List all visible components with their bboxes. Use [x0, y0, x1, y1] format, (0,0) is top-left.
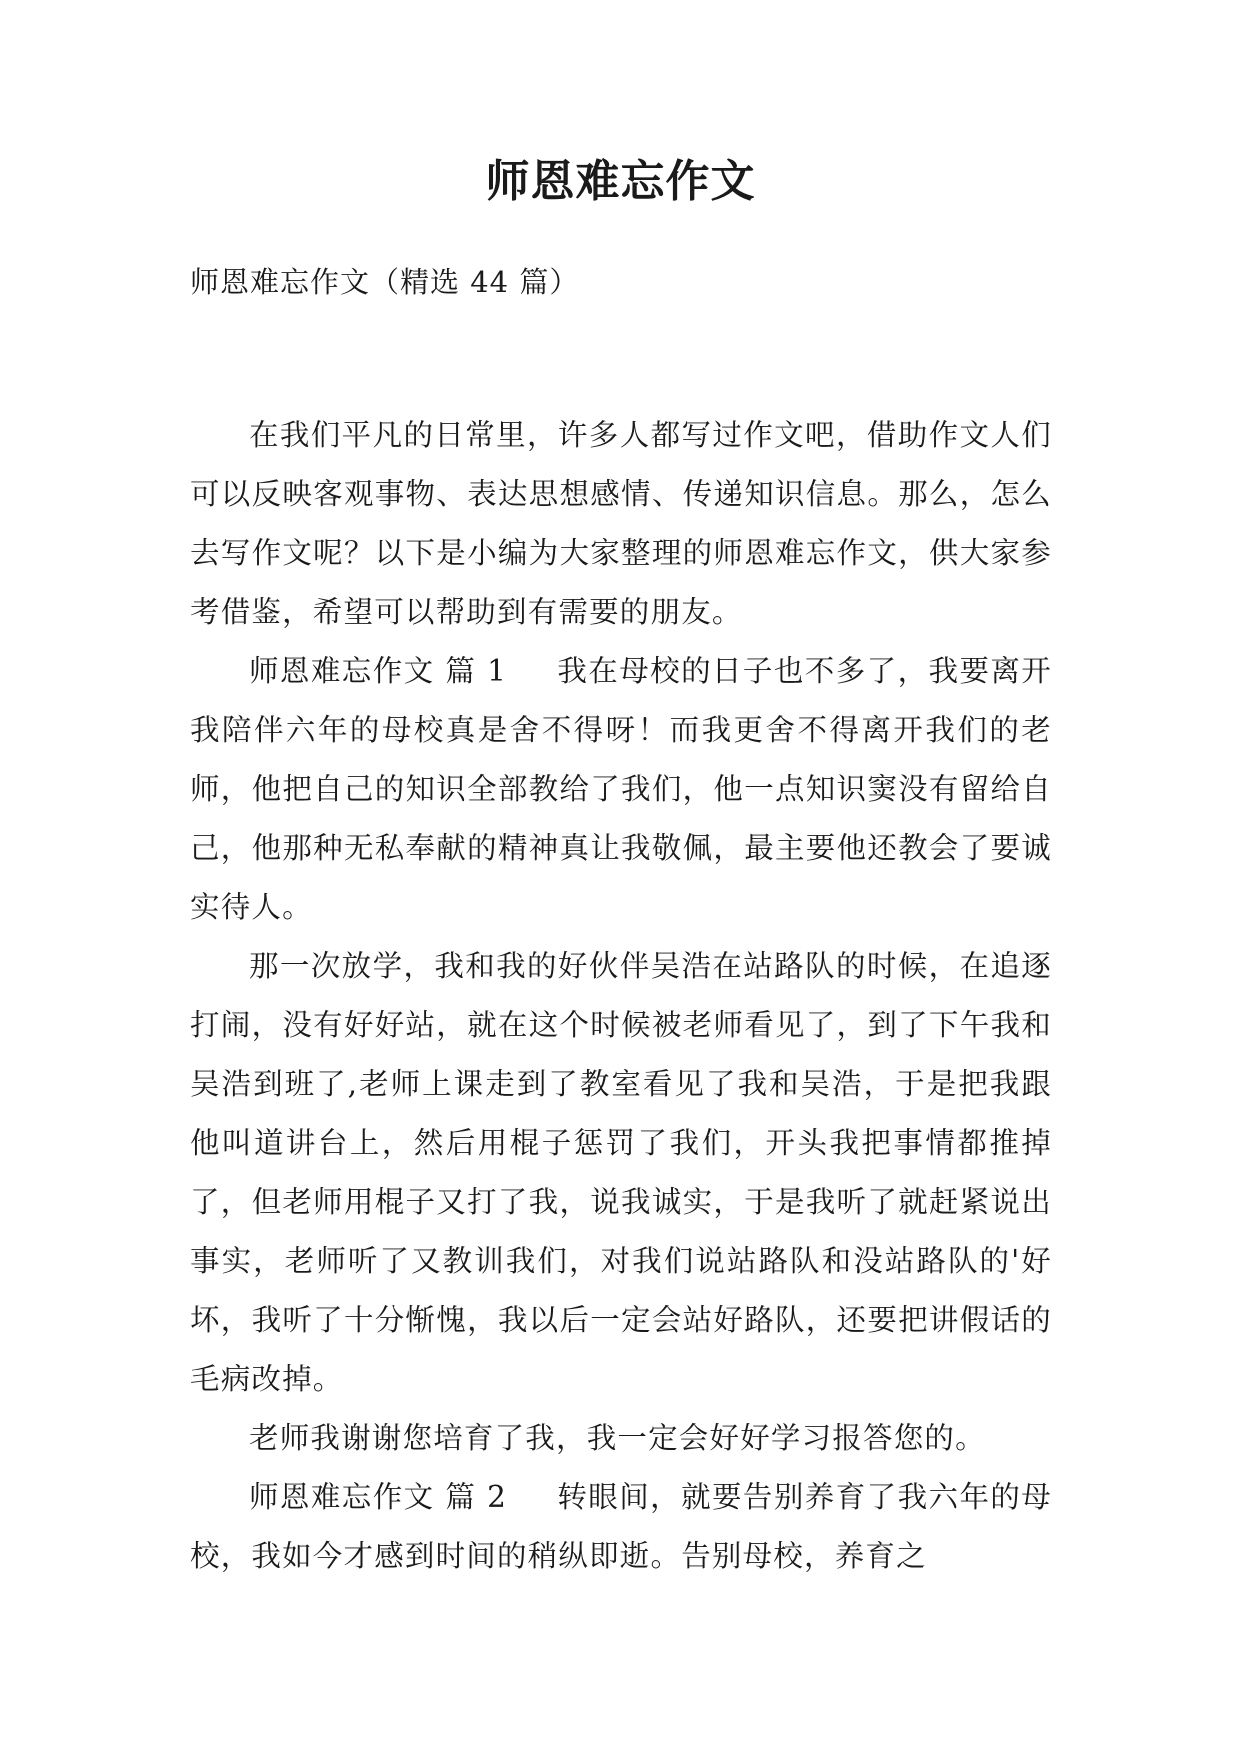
paragraph-text: 那一次放学，我和我的好伙伴吴浩在站路队的时候，在追逐打闹，没有好好站，就在这个时候被老师看见了，到了下午我和吴浩到班了,老师上课走到了教室看见了我和吴浩，于是把我跟他叫道讲台上，然后用棍子惩罚了我们，开头我把事情都推掉了，但老师用棍子又打了我，说我诚实，于是我听了就赶紧说出事实，老师听了又教训我们，对我们说站路队和没站路队的'好坏，我听了十分惭愧，我以后一定会站好路队，还要把讲假话的毛病改掉。	[190, 949, 1052, 1396]
essay-heading-1: 师恩难忘作文 篇 1	[249, 654, 508, 688]
essay-heading-2: 师恩难忘作文 篇 2	[249, 1480, 508, 1514]
paragraph-text: 转眼间，就要告别养育了我六年的母校，我如今才感到时间的稍纵即逝。告别母校，养育之	[190, 1480, 1052, 1573]
document-body	[190, 406, 1052, 1586]
paragraph-essay-1-story	[190, 937, 1052, 1409]
paragraph-text: 我在母校的日子也不多了，我要离开我陪伴六年的母校真是舍不得呀！而我更舍不得离开我们的老师，他把自己的知识全部教给了我们，他一点知识窦没有留给自己，他那种无私奉献的精神真让我敬佩，最主要他还教会了要诚实待人。	[190, 654, 1052, 924]
paragraph-essay-2-start	[190, 1468, 1052, 1586]
paragraph-text: 在我们平凡的日常里，许多人都写过作文吧，借助作文人们可以反映客观事物、表达思想感情、传递知识信息。那么，怎么去写作文呢？以下是小编为大家整理的师恩难忘作文，供大家参考借鉴，希望可以帮助到有需要的朋友。	[190, 418, 1052, 629]
paragraph-essay-1-closing	[190, 1409, 1052, 1468]
paragraph-intro	[190, 406, 1052, 642]
document-subtitle: 师恩难忘作文（精选 44 篇）	[190, 265, 580, 299]
document-title: 师恩难忘作文	[485, 156, 756, 207]
paragraph-essay-1-start	[190, 642, 1052, 937]
paragraph-text: 老师我谢谢您培育了我，我一定会好好学习报答您的。	[249, 1421, 986, 1455]
